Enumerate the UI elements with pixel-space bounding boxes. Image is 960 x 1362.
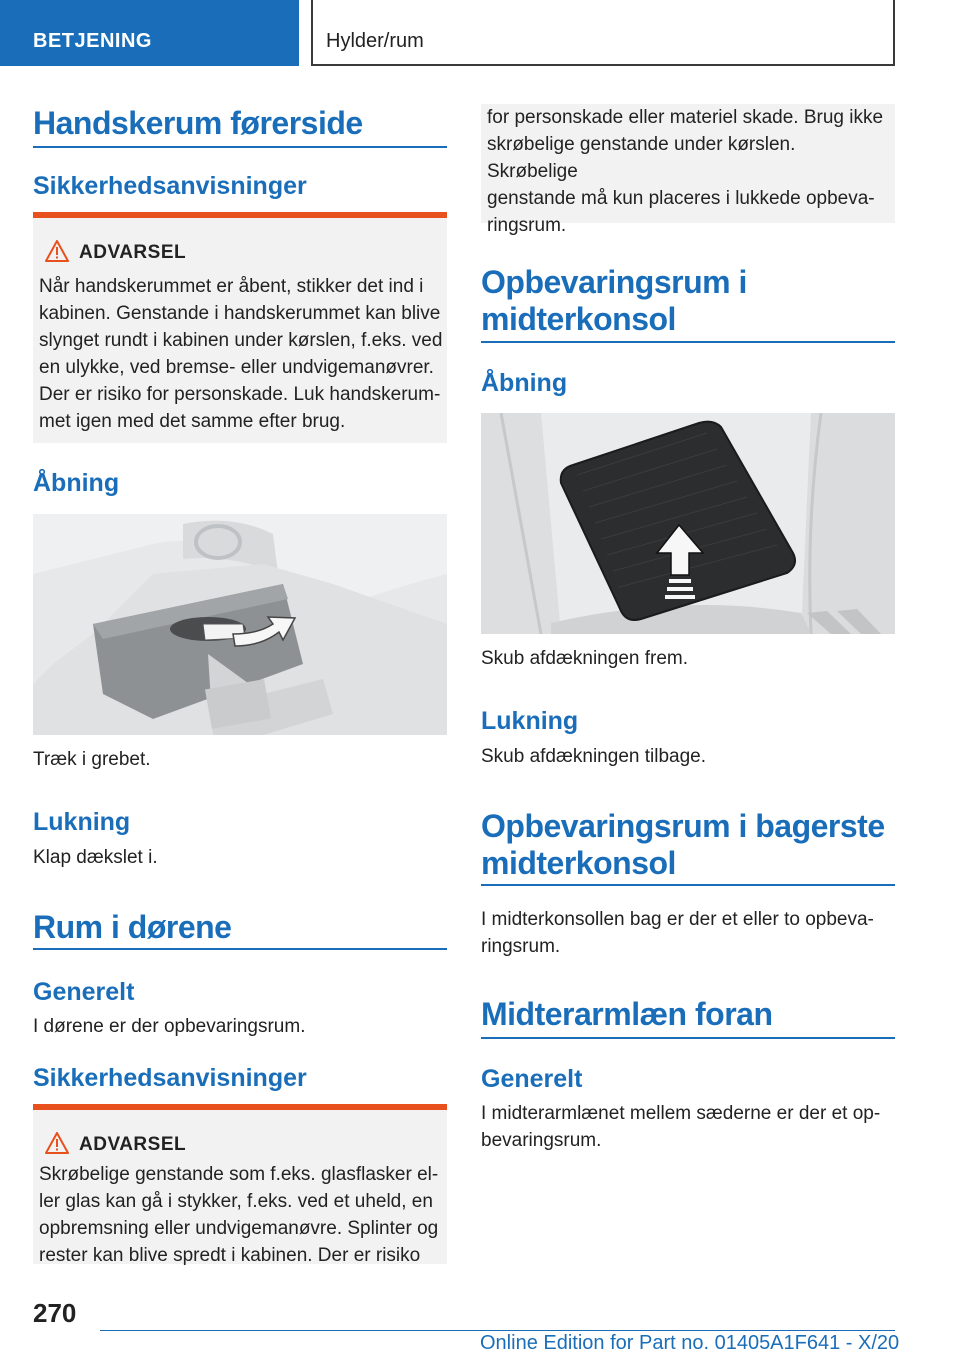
- text-line: I midterkonsollen bag er der et eller to opbeva-: [481, 909, 874, 930]
- title-line: midterkonsol: [481, 845, 676, 881]
- closing-heading: Lukning: [33, 808, 131, 836]
- warning-box: [33, 212, 447, 443]
- closing-text-right: Skub afdækningen tilbage.: [481, 746, 706, 767]
- general-heading: Generelt: [33, 978, 135, 1006]
- title-rule: [33, 146, 447, 148]
- warning-line: Der er risiko for personskade. Luk handskerum-: [39, 384, 441, 405]
- opening-heading: Åbning: [33, 469, 120, 497]
- center-console-cover-illustration: [481, 413, 895, 634]
- warning-text: [487, 104, 891, 239]
- warning-continued: [481, 104, 895, 236]
- warning-line: Når handskerummet er åbent, stikker det ind i: [39, 276, 424, 297]
- warning-text: [39, 1161, 443, 1269]
- warning-bar: [33, 212, 447, 218]
- rear-console-title: [481, 808, 895, 882]
- armrest-general-heading: Generelt: [481, 1065, 583, 1093]
- page-number: 270: [33, 1298, 77, 1328]
- warning-triangle-icon: [45, 240, 69, 262]
- title-line: Opbevaringsrum i bagerste: [481, 808, 885, 844]
- warning-line: opbremsning eller undvigemanøvre. Splinter og: [39, 1218, 439, 1239]
- general-text: I dørene er der opbevaringsrum.: [33, 1016, 306, 1037]
- opening-caption-right: Skub afdækningen frem.: [481, 648, 689, 669]
- warning-text: [39, 273, 443, 435]
- chapter-label: Hylder/rum: [326, 30, 424, 52]
- armrest-text: [481, 1100, 895, 1154]
- glovebox-handle-illustration: [33, 514, 447, 735]
- title-rule: [481, 884, 895, 886]
- title-rule: [33, 948, 447, 950]
- closing-text: Klap dækslet i.: [33, 847, 158, 868]
- warning-line: rester kan blive spredt i kabinen. Der er risiko: [39, 1245, 421, 1266]
- opening-caption: Træk i grebet.: [33, 749, 151, 770]
- doors-title: Rum i dørene: [33, 909, 232, 945]
- rear-console-text: [481, 906, 895, 960]
- title-rule: [481, 1037, 895, 1039]
- title-line: midterkonsol: [481, 301, 676, 337]
- warning-line: kabinen. Genstande i handskerummet kan blive: [39, 303, 441, 324]
- warning-line: ler glas kan gå i stykker, f.eks. ved et uheld, en: [39, 1191, 433, 1212]
- text-line: bevaringsrum.: [481, 1130, 602, 1151]
- text-line: I midterarmlænet mellem sæderne er der et op-: [481, 1103, 881, 1124]
- armrest-title: Midterarmlæn foran: [481, 996, 773, 1032]
- warning-line: Skrøbelige genstande som f.eks. glasflasker el-: [39, 1164, 439, 1185]
- warning-label: ADVARSEL: [79, 1134, 187, 1155]
- title-rule: [481, 341, 895, 343]
- opening-heading-right: Åbning: [481, 369, 568, 397]
- center-console-title: [481, 264, 895, 338]
- warning-box-2: [33, 1104, 447, 1264]
- title-line: Opbevaringsrum i: [481, 264, 747, 300]
- warning-label: ADVARSEL: [79, 242, 187, 263]
- safety-heading-2: Sikkerhedsanvisninger: [33, 1064, 307, 1092]
- safety-heading: Sikkerhedsanvisninger: [33, 172, 307, 200]
- footer-rule: [100, 1330, 895, 1331]
- warning-line: ringsrum.: [487, 215, 567, 236]
- closing-heading-right: Lukning: [481, 707, 579, 735]
- section-label: BETJENING: [33, 30, 152, 52]
- section-tab: [0, 0, 299, 66]
- warning-line: for personskade eller materiel skade. Brug ikke: [487, 107, 884, 128]
- warning-line: slynget rundt i kabinen under kørslen, f.eks. ved: [39, 330, 443, 351]
- warning-line: en ulykke, ved bremse- eller undvigemanøvrer.: [39, 357, 434, 378]
- chapter-box: [311, 0, 895, 66]
- glovebox-title: Handskerum førerside: [33, 105, 363, 141]
- warning-line: met igen med det samme efter brug.: [39, 411, 346, 432]
- warning-line: genstande må kun placeres i lukkede opbeva-: [487, 188, 875, 209]
- edition-link[interactable]: Online Edition for Part no. 01405A1F641 - X/20: [480, 1332, 900, 1354]
- warning-bar: [33, 1104, 447, 1110]
- warning-triangle-icon: [45, 1132, 69, 1154]
- warning-line: skrøbelige genstande under kørslen. Skrøbelige: [487, 134, 796, 182]
- text-line: ringsrum.: [481, 936, 561, 957]
